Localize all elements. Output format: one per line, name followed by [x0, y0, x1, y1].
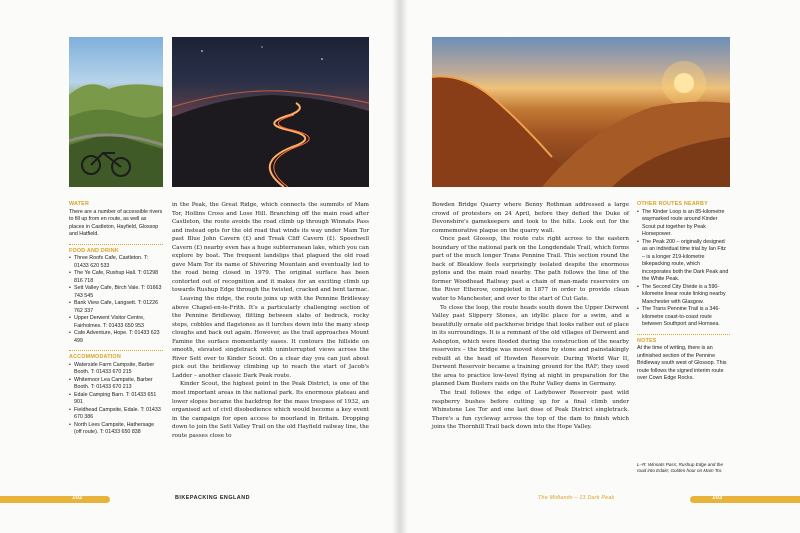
landscape-illustration	[69, 37, 163, 187]
list-item: • The Trans Pennine Trail is a 346-kilometre coast-to-coast route between Southport and Hornsea.	[637, 306, 730, 329]
book-gutter	[392, 0, 408, 533]
list-item: • North Lees Campsite, Hathersage (off route). T: 01433 650 838	[69, 422, 163, 437]
sidebar-section-notes	[637, 338, 730, 383]
paragraph: To close the loop, the route heads south down the Upper Derwent Valley past Slippery Stones, an idyllic place for a swim, and a beautifully ornate old packhorse bridge that looks rather out of place in its surroundings. It is a remnant of the old villages of Derwent and Ashopton, which were flooded during the construction of the nearby reservoirs – the bridge was moved stone by stone and painstakingly rebuilt at the head of Howden Reservoir. During World War II, Derwent Reservoir became a training ground for the RAF; they used the area to practice low-level flying at night in preparation for the planned Dam Busters raids on the Ruhr Valley dams in Germany.	[432, 304, 629, 388]
left-sidebar	[69, 201, 163, 442]
list-item: • Upper Derwent Visitor Centre, Fairholmes. T: 01433 650 953	[69, 315, 163, 330]
list-item: • Cafe Adventure, Hope. T: 01433 623 499	[69, 330, 163, 345]
sidebar-heading: NOTES	[637, 337, 657, 344]
page-number: 102	[72, 494, 83, 501]
night-road-illustration	[172, 37, 369, 187]
running-head: The Midlands – 13 Dark Peak	[538, 495, 615, 501]
list-item: • Bank View Cafe, Langsett. T: 01226 762 337	[69, 300, 163, 315]
photo-golden-hour-mam-tor	[432, 37, 730, 187]
list-item: • Waterside Farm Campsite, Barber Booth. T: 01433 670 215	[69, 362, 163, 377]
list-item: • Sett Valley Cafe, Birch Vale. T: 01663 743 545	[69, 285, 163, 300]
folio-bar	[0, 496, 110, 503]
sidebar-text: At the time of writing, there is an unfinished section of the Pennine Bridleway south west of Glossop. This route follows the signed interim route over Cown Edge Rocks.	[637, 345, 727, 381]
list-item: • Whitemoor Lea Campsite, Barber Booth. T: 01433 670 213	[69, 377, 163, 392]
list-item: • Three Roofs Cafe, Castleton. T: 01433 620 533	[69, 255, 163, 270]
list-item: • Edale Camping Barn. T: 01433 651 901	[69, 392, 163, 407]
list-item: • The Second City Divide is a 590-kilometre linear route linking nearby Manchester with Glasgow.	[637, 284, 730, 307]
sidebar-section-accommodation	[69, 354, 163, 437]
paragraph: Once past Glossop, the route cuts right across to the eastern boundary of the national park on the Longdendale Trail, which forms part of the much longer Trans Pennine Trail. This section round the back of Bleaklow feels surprisingly isolated despite the enormous pylons and the main road nearby. The path follows the line of the former Woodhead Railway past a chain of man-made reservoirs on the River Etherow, completed in 1877 in order to provide clean water to Manchester, and over to the start of Cut Gate.	[432, 236, 629, 303]
folio-bar	[690, 496, 800, 503]
sidebar-section-other-routes	[637, 201, 730, 329]
photo-rushup-edge-road	[172, 37, 369, 187]
paragraph: Bowden Bridge Quarry where Benny Rothman addressed a large crowd of protesters on 24 April, before they defied the Duke of Devonshire's gamekeepers and took to the hills. Look out for the commemorative plaque on the quarry wall.	[432, 202, 629, 234]
sunset-ridge-illustration	[432, 37, 730, 187]
sidebar-section-food	[69, 248, 163, 346]
sidebar-heading: WATER	[69, 201, 90, 207]
photo-caption: L–R: Winnats Pass; Rushup Edge and the road into Edale; Golden hour on Mam Tor.	[637, 462, 724, 473]
right-page	[400, 0, 800, 533]
left-body-column	[172, 201, 369, 440]
divider	[637, 334, 730, 335]
divider	[69, 350, 163, 351]
divider	[69, 244, 163, 245]
paragraph: Leaving the ridge, the route joins up with the Pennine Bridleway above Chapel-en-le-Frith. It's a particularly challenging section of the Pennine Bridleway, flitting between slabs of bedrock, rocky steps, cobbles and flagstones as it lurches down into the many steep cloughs and back out again. However, as the trail approaches Mount Famine the surface momentarily eases. It contours the hillside on smooth, elevated singletrack with uninterrupted views across the River Sett over to Kinder Scout. On a clear day you can just about pick out the bridleway climbing up to reach the start of Jacob's Ladder – another classic Dark Peak route.	[172, 296, 369, 379]
paragraph: in the Peak, the Great Ridge, which connects the summits of Mam Tor, Hollins Cross and Lose Hill. Branching off the main road after Castleton, the route avoids the road climb up through Winnats Pass and instead opts for the old road that winds its way under Mam Tor past Blue John Cavern (£) and Treak Cliff Cavern (£). Speedwell Cavern (£) nearby even has a huge subterranean lake, which you can explore by boat. The frequent landslips that plagued the old road gave Mam Tor its name of Shivering Mountain and eventually led to the road being closed in 1979. The original surface has been contorted out of recognition and it makes for an exciting climb up towards Rushup Edge through the twisted, cracked and bent tarmac.	[172, 202, 369, 294]
right-sidebar	[637, 201, 730, 388]
sidebar-heading: FOOD AND DRINK	[69, 247, 119, 254]
list-item: • The Kinder Loop is an 85-kilometre waymarked route around Kinder Scout put together by Peak Horsepower.	[637, 209, 730, 239]
list-item: • Fieldhead Campsite, Edale. T: 01433 670 386	[69, 407, 163, 422]
paragraph: Kinder Scout, the highest point in the Peak District, is one of the most important areas in the national park. Its enormous plateau and lower slopes became the backdrop for the mass trespass of 1932, an organised act of civil disobedience which would become a key event in the campaign for open access to moorland in Britain. Dropping down to join the Sett Valley Trail on the old Hayfield railway line, the route passes close to	[172, 381, 369, 439]
sidebar-text: There are a number of accessible rivers to fill up from en route, as well as places in Castleton, Hayfield, Glossop and Hatfield.	[69, 208, 163, 237]
paragraph: The trail follows the edge of Ladybower Reservoir past wild raspberry bushes before cutting up for a final climb under Whinstone Lee Tor and one last dose of Peak District singletrack. There's a fun cycleway across the top of the dam to finish which joins the Thornhill Trail back down into the Hope Valley.	[432, 390, 629, 431]
list-item: • The Peak 200 – originally designed as an individual time trial by Ian Fitz – is a longer 219-kilometre bikepacking route, which incorporates both the Dark Peak and the White Peak.	[637, 239, 730, 284]
list-item: • The Ye Cafe, Rushup Hall. T: 01298 816 718	[69, 270, 163, 285]
sidebar-section-water	[69, 201, 163, 239]
sidebar-heading: ACCOMMODATION	[69, 354, 121, 360]
running-head: BIKEPACKING ENGLAND	[175, 495, 250, 501]
right-body-column	[432, 201, 629, 432]
photo-winnats-pass	[69, 37, 163, 187]
sidebar-heading: OTHER ROUTES NEARBY	[637, 201, 708, 207]
page-number: 103	[712, 494, 723, 501]
